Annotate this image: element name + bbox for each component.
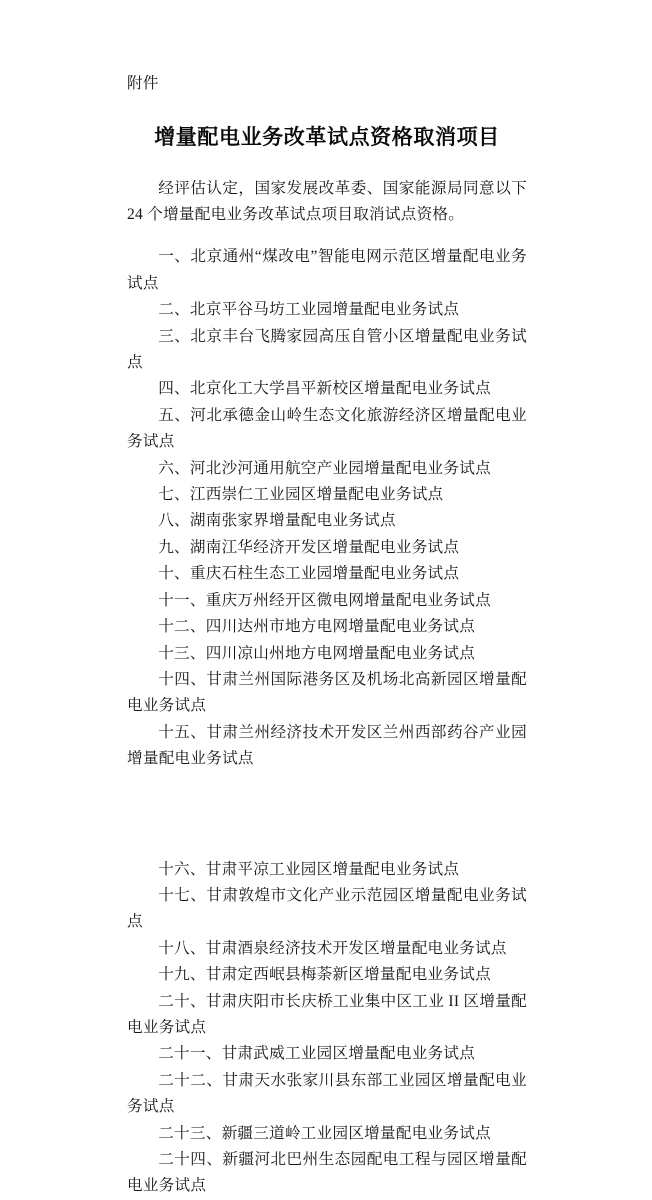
list-item: 十九、甘肃定西岷县梅荼新区增量配电业务试点 — [158, 966, 491, 984]
list-item: 二十二、甘肃天水张家川县东部工业园区增量配电业务试点 — [127, 1071, 527, 1116]
list-item: 九、湖南江华经济开发区增量配电业务试点 — [158, 538, 460, 556]
list-item: 二十四、新疆河北巴州生态园配电工程与园区增量配电业务试点 — [127, 1151, 527, 1195]
list-item: 十三、四川凉山州地方电网增量配电业务试点 — [158, 644, 476, 662]
list-item: 十七、甘肃敦煌市文化产业示范园区增量配电业务试点 — [127, 886, 527, 931]
list-item: 八、湖南张家界增量配电业务试点 — [158, 512, 396, 530]
list-item: 六、河北沙河通用航空产业园增量配电业务试点 — [158, 459, 491, 477]
list-item: 二十三、新疆三道岭工业园区增量配电业务试点 — [158, 1124, 491, 1142]
list-item: 一、北京通州“煤改电”智能电网示范区增量配电业务试点 — [127, 248, 527, 292]
page-title: 增量配电业务改革试点资格取消项目 — [154, 125, 500, 149]
document-body — [127, 0, 527, 1200]
page-break-gap — [127, 773, 527, 857]
list-item: 十八、甘肃酒泉经济技术开发区增量配电业务试点 — [158, 939, 507, 957]
list-item: 二十一、甘肃武威工业园区增量配电业务试点 — [158, 1045, 476, 1063]
list-item: 四、北京化工大学昌平新校区增量配电业务试点 — [158, 380, 491, 398]
list-item: 十四、甘肃兰州国际港务区及机场北高新园区增量配电业务试点 — [127, 670, 527, 715]
list-item: 十、重庆石柱生态工业园增量配电业务试点 — [158, 565, 460, 583]
list-item: 十五、甘肃兰州经济技术开发区兰州西部药谷产业园增量配电业务试点 — [127, 723, 527, 768]
project-list — [127, 244, 527, 1199]
list-item: 二、北京平谷马坊工业园增量配电业务试点 — [158, 301, 460, 319]
list-item: 二十、甘肃庆阳市长庆桥工业集中区工业 II 区增量配电业务试点 — [127, 992, 527, 1036]
list-item: 三、北京丰台飞腾家园高压自管小区增量配电业务试点 — [127, 327, 527, 372]
list-item: 五、河北承德金山岭生态文化旅游经济区增量配电业务试点 — [127, 406, 527, 451]
attachment-label: 附件 — [127, 75, 159, 92]
list-item: 十二、四川达州市地方电网增量配电业务试点 — [158, 618, 476, 636]
list-item: 十六、甘肃平凉工业园区增量配电业务试点 — [158, 860, 460, 878]
list-item: 十一、重庆万州经开区微电网增量配电业务试点 — [158, 591, 491, 609]
list-item: 七、江西崇仁工业园区增量配电业务试点 — [158, 486, 444, 504]
intro-paragraph: 经评估认定，国家发展改革委、国家能源局同意以下 24 个增量配电业务改革试点项目取消试点资格。 — [127, 180, 527, 224]
